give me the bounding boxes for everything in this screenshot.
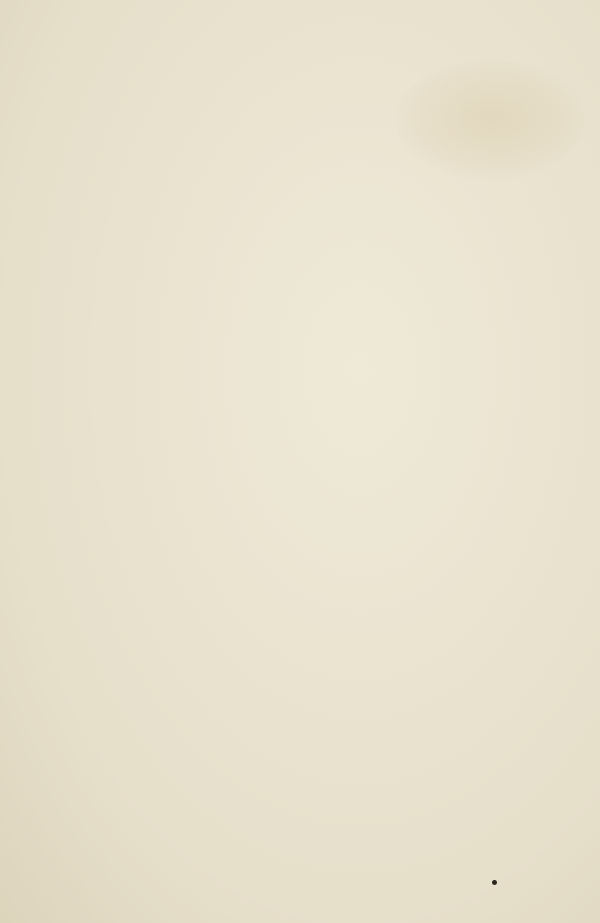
- ink-dot: [492, 880, 497, 885]
- water-stain: [395, 60, 585, 180]
